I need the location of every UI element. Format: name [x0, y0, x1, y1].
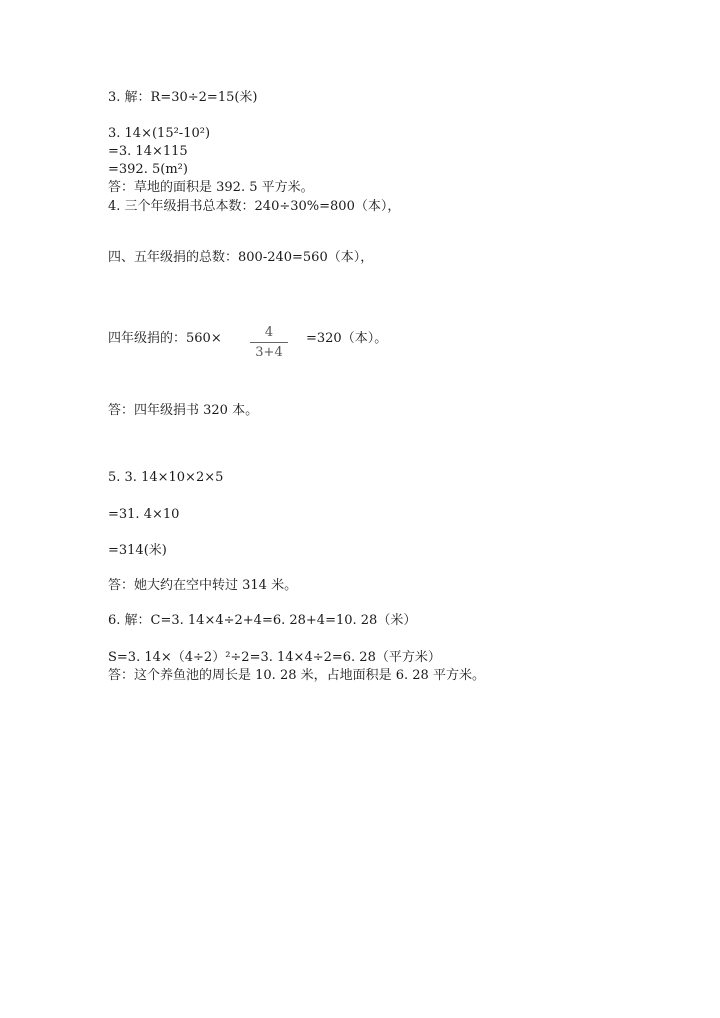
solution-3-result: =392. 5(m²) — [108, 162, 188, 177]
solution-5-step: =31. 4×10 — [108, 507, 180, 522]
solution-6-answer: 答：这个养鱼池的周长是 10. 28 米，占地面积是 6. 28 平方米。 — [108, 668, 485, 683]
solution-4-answer: 答：四年级捐书 320 本。 — [108, 403, 259, 418]
solution-3-radius: 3. 解：R=30÷2=15(米) — [108, 90, 258, 105]
solution-5-formula: 5. 3. 14×10×2×5 — [108, 470, 224, 485]
solution-6-perimeter: 6. 解：C=3. 14×4÷2+4=6. 28+4=10. 28（米） — [108, 613, 417, 628]
solution-4-grade4-label: 四年级捐的：560× — [108, 331, 222, 346]
fraction — [250, 325, 288, 360]
solution-3-answer: 答：草地的面积是 392. 5 平方米。 — [108, 180, 314, 195]
solution-4-grade4-result: =320（本）。 — [306, 331, 388, 346]
fraction-bar — [250, 342, 288, 343]
fraction-denominator: 3+4 — [255, 345, 283, 360]
solution-4-grade45: 四、五年级捐的总数：800-240=560（本）， — [108, 250, 374, 265]
solution-4-total: 4. 三个年级捐书总本数：240÷30%=800（本）， — [108, 199, 401, 214]
solution-3-step: =3. 14×115 — [108, 144, 188, 159]
fraction-numerator: 4 — [264, 325, 274, 340]
solution-6-area: S=3. 14×（4÷2）²÷2=3. 14×4÷2=6. 28（平方米） — [108, 650, 441, 665]
solution-3-area-formula: 3. 14×(15²-10²) — [108, 126, 211, 141]
solution-5-answer: 答：她大约在空中转过 314 米。 — [108, 578, 298, 593]
solution-5-result: =314(米) — [108, 543, 167, 558]
